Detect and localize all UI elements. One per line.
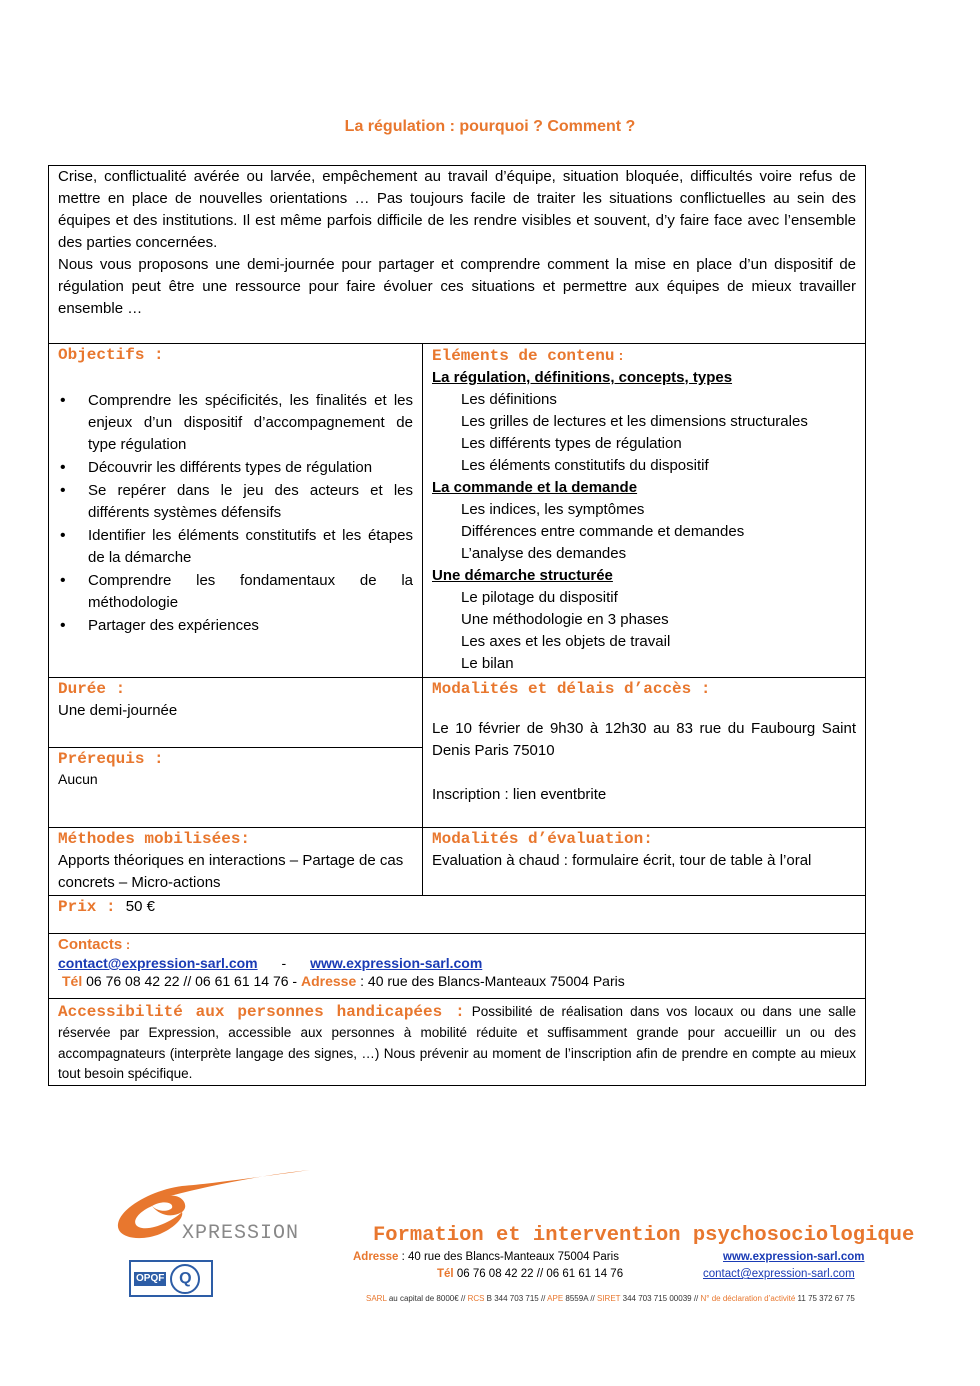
legal-label: APE — [547, 1294, 564, 1303]
opqf-label: OPQF — [136, 1272, 165, 1284]
footer-address-label: Adresse — [353, 1251, 399, 1263]
website-link[interactable]: www.expression-sarl.com — [310, 955, 483, 971]
contenu-section-title: La commande et la demande — [432, 479, 638, 496]
legal-label: SIRET — [597, 1294, 621, 1303]
footer-email-link[interactable]: contact@expression-sarl.com — [703, 1268, 855, 1280]
modalites-acces-heading: Modalités et délais d’accès : — [432, 680, 711, 698]
accessibilite-text: Possibilité de réalisation dans vos locaux ou dans une salle réservée par Expression, accessible aux personnes à mobilité réduite et suffisamment grande pour accueillir un ou des accompagnateurs (interprète langage des signes, …) Nous prévenir au moment de l’inscription afin de prendre en compte au mieux tout besoin spécifique. — [58, 1004, 856, 1081]
legal-text: 8559A // — [563, 1294, 597, 1303]
legal-text: 11 75 372 67 75 — [795, 1294, 855, 1303]
footer-tel — [437, 1268, 623, 1280]
objectifs-list — [58, 390, 413, 637]
prix-cell — [49, 896, 866, 934]
contacts-cell — [49, 934, 866, 999]
contact-email-link[interactable]: contact@expression-sarl.com — [58, 955, 258, 971]
evaluation-value: Evaluation à chaud : formulaire écrit, tour de table à l’oral — [432, 852, 812, 869]
legal-text: B 344 703 715 // — [484, 1294, 548, 1303]
legal-label: N° de déclaration d’activité — [700, 1294, 796, 1303]
list-item: • Partager des expériences — [88, 615, 413, 637]
legal-text: au capital de 8000€ // — [386, 1294, 468, 1303]
list-item: Les grilles de lectures et les dimensions structurales — [461, 413, 808, 430]
list-item: Le bilan — [461, 655, 514, 672]
list-item: • Comprendre les spécificités, les finalités et les enjeux d’un dispositif d’accompagnement de type régulation — [88, 390, 413, 456]
program-table — [48, 165, 866, 1086]
contacts-heading: Contacts — [58, 936, 123, 953]
list-item: Les différents types de régulation — [461, 435, 682, 452]
footer-tel-label: Tél — [437, 1268, 454, 1280]
contacts-separator: - — [281, 955, 287, 971]
list-item: Les indices, les symptômes — [461, 501, 645, 518]
duree-heading: Durée : — [58, 680, 126, 698]
list-item: Une méthodologie en 3 phases — [461, 611, 669, 628]
accessibilite-cell — [49, 999, 866, 1086]
list-item: • Découvrir les différents types de régulation — [88, 457, 413, 479]
prerequis-value: Aucun — [58, 771, 98, 787]
page-title: La régulation : pourquoi ? Comment ? — [344, 118, 636, 135]
intro-paragraph-1: Crise, conflictualité avérée ou larvée, empêchement au travail d’équipe, situation bloquée, difficultés voire refus de mettre en place de nouvelles orientations … Pas toujours facile de traiter les situations conflictuelles au sein des équipes et des institutions. Il est même parfois difficile de les rendre visibles et souvent, d’y faire face avec l’ensemble des parties concernées. — [58, 168, 856, 251]
footer-address-value: : 40 rue des Blancs-Manteaux 75004 Paris — [401, 1251, 619, 1263]
contenu-cell — [423, 344, 866, 678]
contenu-heading: Eléments de contenu — [432, 347, 615, 365]
list-item: • Comprendre les fondamentaux de la méthodologie — [88, 570, 413, 614]
address-value: : 40 rue des Blancs-Manteaux 75004 Paris — [360, 973, 625, 989]
contenu-heading-suffix: : — [618, 347, 624, 363]
tel-label: Tél — [62, 973, 83, 989]
list-item: • Identifier les éléments constitutifs et les étapes de la démarche — [88, 525, 413, 569]
footer-website-link[interactable]: www.expression-sarl.com — [723, 1251, 865, 1263]
prerequis-cell — [49, 748, 423, 828]
address-label: Adresse — [300, 973, 357, 989]
modalites-acces-line1: Le 10 février de 9h30 à 12h30 au 83 rue du Faubourg Saint Denis Paris 75010 — [432, 720, 856, 759]
methodes-value: Apports théoriques en interactions – Partage de cas concrets – Micro-actions — [58, 852, 404, 891]
tel-value: 06 76 08 42 22 // 06 61 61 14 76 - — [86, 973, 298, 989]
intro-paragraph-2: Nous vous proposons une demi-journée pour partager et comprendre comment la mise en place d’un dispositif de régulation peut être une ressource pour faire évoluer ces situations et permettre aux équipes de mieux travailler ensemble … — [58, 256, 856, 317]
list-item: L’analyse des demandes — [461, 545, 627, 562]
methodes-cell — [49, 828, 423, 896]
contenu-section-title: Une démarche structurée — [432, 567, 613, 584]
prix-value: 50 € — [125, 898, 155, 915]
evaluation-cell — [423, 828, 866, 896]
qualiopi-badge — [129, 1260, 213, 1297]
logo-wordmark: XPRESSION — [182, 1222, 300, 1245]
list-item: Le pilotage du dispositif — [461, 589, 618, 606]
prerequis-heading: Prérequis : — [58, 750, 164, 768]
duree-cell — [49, 678, 423, 748]
footer-legal — [366, 1294, 855, 1303]
legal-label: RCS — [467, 1294, 485, 1303]
duree-value: Une demi-journée — [58, 702, 178, 719]
contenu-section-title: La régulation, définitions, concepts, types — [432, 369, 733, 386]
objectifs-cell — [49, 344, 423, 678]
legal-text: 344 703 715 00039 // — [620, 1294, 701, 1303]
objectifs-heading: Objectifs : — [58, 346, 164, 364]
list-item: Les éléments constitutifs du dispositif — [461, 457, 709, 474]
qualiopi-icon: Q — [170, 1264, 200, 1294]
legal-label: SARL — [366, 1294, 387, 1303]
prix-heading: Prix : — [58, 898, 116, 916]
footer-address — [353, 1251, 619, 1263]
list-item: Différences entre commande et demandes — [461, 523, 745, 540]
list-item: • Se repérer dans le jeu des acteurs et les différents systèmes défensifs — [88, 480, 413, 524]
list-item: Les axes et les objets de travail — [461, 633, 671, 650]
modalites-acces-cell — [423, 678, 866, 828]
intro-cell — [49, 166, 866, 344]
modalites-acces-line2: Inscription : lien eventbrite — [432, 786, 607, 803]
methodes-heading: Méthodes mobilisées: — [58, 830, 251, 848]
accessibilite-heading: Accessibilité aux personnes handicapées : — [58, 1003, 465, 1021]
list-item: Les définitions — [461, 391, 557, 408]
contacts-heading-suffix: : — [125, 937, 131, 952]
evaluation-heading: Modalités d’évaluation: — [432, 830, 653, 848]
footer-tagline: Formation et intervention psychosociologique — [373, 1224, 915, 1247]
footer-tel-value: 06 76 08 42 22 // 06 61 61 14 76 — [456, 1268, 624, 1280]
